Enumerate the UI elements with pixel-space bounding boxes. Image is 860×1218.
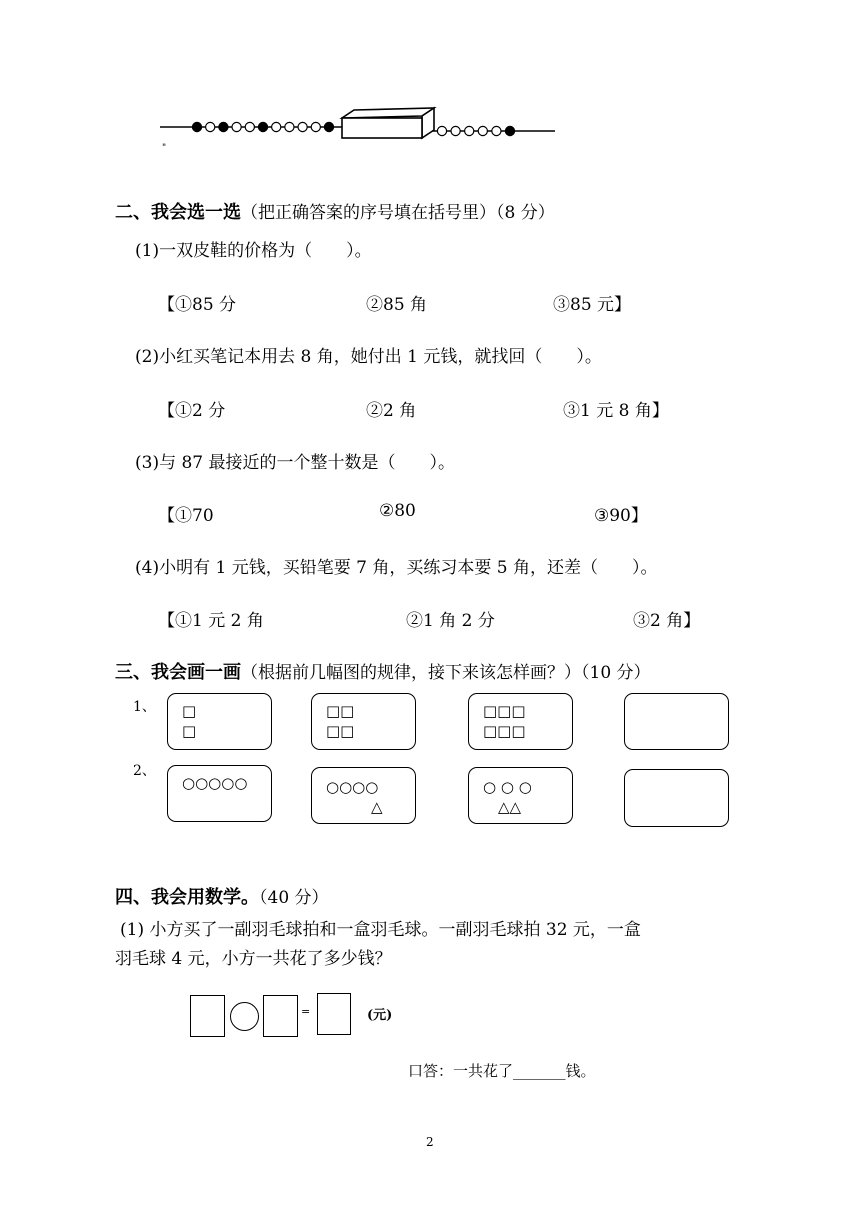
section2-note: （把正确答案的序号填在括号里）（8 分） [241, 203, 555, 223]
section4-heading [115, 883, 329, 909]
bead-white [206, 122, 215, 131]
bead-white [492, 126, 501, 135]
q2-stem: (2)小红买笔记本用去 8 角，她付出 1 元钱，就找回（ ）。 [135, 347, 602, 367]
bead-black [258, 122, 267, 131]
pattern2-shapes-1: ○○○○○ [182, 774, 248, 792]
bead-white [232, 122, 241, 131]
bead-white [451, 126, 460, 135]
q2-option-2: ②2 角 [366, 401, 417, 421]
pattern1-answer-box[interactable] [624, 693, 729, 750]
covered-box [342, 108, 434, 138]
q2-option-1: 【①2 分 [158, 401, 226, 421]
equation-box-1[interactable] [190, 995, 225, 1037]
beads-left [192, 122, 333, 131]
pattern2-box-2 [311, 767, 416, 824]
pattern2-box-3 [468, 767, 573, 824]
pattern2-answer-box[interactable] [624, 769, 729, 827]
bead-black [219, 122, 228, 131]
q3-option-1: 【①70 [158, 506, 214, 526]
scan-mark: " [162, 143, 167, 153]
bead-white [298, 122, 307, 131]
bead-white [272, 122, 281, 131]
bead-black [324, 122, 333, 131]
section2-title: 二、我会选一选 [115, 202, 241, 223]
pattern2-box-1 [167, 765, 272, 822]
q4-option-3: ③2 角】 [633, 611, 701, 631]
bead-white [245, 122, 254, 131]
q4-option-1: 【①1 元 2 角 [158, 611, 264, 631]
pattern1-box-3 [468, 693, 573, 750]
pattern1-squares-3: □□□ □□□ [483, 702, 526, 740]
pattern1-squares-2: □□ □□ [326, 702, 355, 740]
bead-white [478, 126, 487, 135]
q2-option-3: ③1 元 8 角】 [563, 401, 669, 421]
equation-result-box[interactable] [317, 993, 351, 1035]
q3-stem: (3)与 87 最接近的一个整十数是（ ）。 [135, 453, 456, 473]
pattern1-box-1 [167, 693, 272, 750]
section3-title: 三、我会画一画 [115, 662, 241, 683]
pattern1-box-2 [311, 693, 416, 750]
bead-black [505, 126, 514, 135]
q1-stem: (1)一双皮鞋的价格为（ ）。 [135, 241, 372, 261]
q1-option-1: 【①85 分 [158, 295, 237, 315]
section4-title: 四、我会用数学。 [115, 887, 259, 908]
q4-stem: (4)小明有 1 元钱，买铅笔要 7 角，买练习本要 5 角，还差（ ）。 [135, 558, 658, 578]
q1-option-2: ②85 角 [366, 295, 428, 315]
pattern2-shapes-3: ○ ○ ○ △△ [483, 778, 532, 816]
bead-white [311, 122, 320, 131]
s4-q1-line1: (1) 小方买了一副羽毛球拍和一盒羽毛球。一副羽毛球拍 32 元，一盒 [120, 920, 641, 940]
unit-label: (元) [367, 1008, 393, 1023]
section4-note: （40 分） [259, 888, 329, 908]
q3-option-3: ③90】 [594, 506, 648, 526]
section2-heading [115, 198, 555, 224]
page-number: 2 [426, 1135, 434, 1149]
equation-box-2[interactable] [263, 995, 298, 1037]
answer-line[interactable]: 口答：一共花了_______钱。 [408, 1062, 596, 1080]
pattern1-squares-1: □ □ [182, 702, 197, 740]
bead-white [437, 126, 446, 135]
equals-sign: = [301, 1005, 311, 1018]
s4-q1-line2: 羽毛球 4 元，小方一共花了多少钱？ [115, 949, 392, 969]
bead-black [192, 122, 201, 131]
pattern-row1-label: 1、 [133, 699, 156, 715]
pattern2-shapes-2: ○○○○ △ [326, 778, 383, 816]
section3-note: （根据前几幅图的规律，接下来该怎样画？）（10 分） [241, 663, 651, 683]
q4-option-2: ②1 角 2 分 [406, 611, 495, 631]
q3-option-2: ②80 [379, 501, 416, 521]
section3-heading [115, 658, 651, 684]
q1-option-3: ③85 元】 [553, 295, 632, 315]
bead-white [465, 126, 474, 135]
operator-circle[interactable] [230, 1002, 259, 1031]
bead-string-figure [150, 100, 570, 160]
pattern-row2-label: 2、 [133, 763, 156, 779]
bead-white [285, 122, 294, 131]
